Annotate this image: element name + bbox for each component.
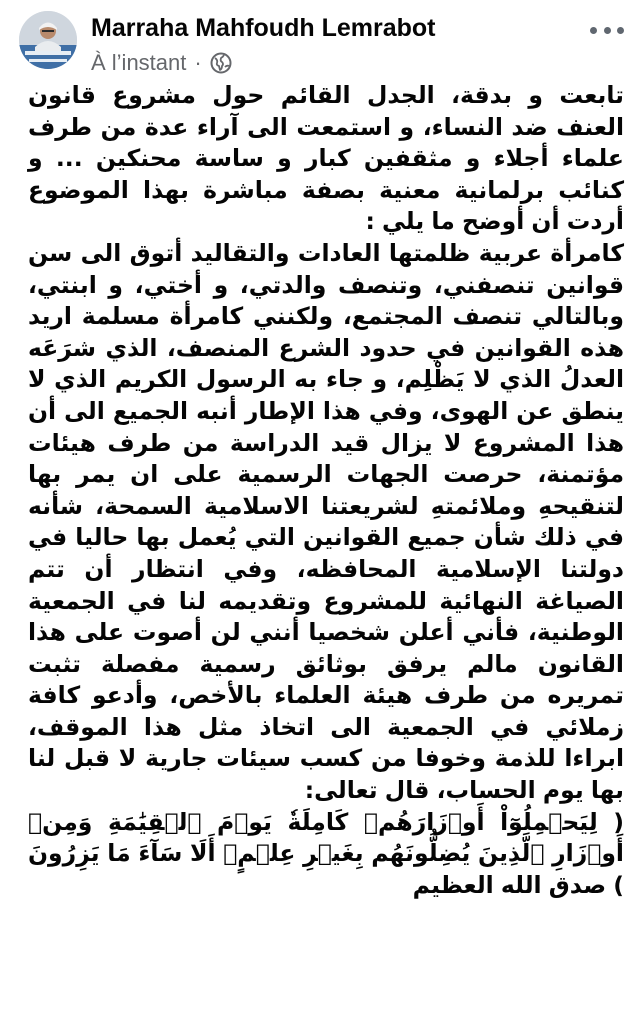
- profile-photo: [19, 11, 77, 69]
- post-timestamp[interactable]: À l’instant: [91, 50, 187, 75]
- more-options-button[interactable]: [590, 20, 624, 40]
- post-meta: [91, 49, 232, 77]
- globe-icon[interactable]: [210, 52, 232, 74]
- more-dot: [604, 27, 611, 34]
- post-paragraph-verse: ( لِيَحۡمِلُوٓاْ أَوۡزَارَهُمۡ كَامِلَةٗ يَوۡمَ ٱلۡقِيَٰمَةِ وَمِنۡ أَوۡزَارِ ٱلَّذِينَ يُضِلُّونَهُم بِغَيۡرِ عِلۡمٍۗ أَلَا سَآءَ مَا يَزِرُونَ ) صدق الله العظيم: [28, 807, 624, 899]
- author-name[interactable]: Marraha Mahfoudh Lemrabot: [91, 14, 436, 42]
- post-paragraph-main: كامرأة عربية ظلمتها العادات والتقاليد أتوق الى سن قوانين تنصفني، وتنصف والدتي، و أختي، و ابنتي، وبالتالي تنصف المجتمع، ولكنني كامرأة مسلمة اريد هذه القوانين في حدود الشرع المنصف، الذي شرَعَه العدلُ الذي لا يَظْلِم، و جاء به الرسول الكريم الذي لا ينطق عن الهوى، وفي هذا الإطار أنبه الجميع الى أن هذا المشروع لا يزال قيد الدراسة من طرف هيئات مؤتمنة، حرصت الجهات الرسمية على ان يمر بها لتنقيحهِ وملائمتهِ لشريعتنا الاسلامية السمحة، شأنه في ذلك شأن جميع القوانين التي يُعمل بها حاليا في دولتنا الإسلامية المحافظه، وفي انتظار أن تتم الصياغة النهائية للمشروع وتقديمه لنا في الجمعية الوطنية، فأني أعلن شخصيا أنني لن أصوت على هذا القانون مالم يرفق بوثائق رسمية مفصلة تثبت تمريره من طرف هيئة العلماء بالأخص، وأدعو كافة زملائي في الجمعية الى اتخاذ مثل هذا الموقف، ابراءا للذمة وخوفا من كسب سيئات جارية لا قبل لنا بها يوم الحساب، قال تعالى:: [28, 238, 624, 805]
- more-horizontal-icon: [590, 27, 597, 34]
- more-dot: [617, 27, 624, 34]
- post-text: [28, 80, 624, 901]
- author-avatar[interactable]: [19, 11, 77, 69]
- post-header: [0, 0, 639, 86]
- post-paragraph-intro: تابعت و بدقة، الجدل القائم حول مشروع قانون العنف ضد النساء، و استمعت الى آراء عدة من طرف علماء أجلاء و مثقفين كبار و ساسة محنكين ... و كنائب برلمانية معنية بصفة مباشرة بهذا الموضوع أردت أن أوضح ما يلي :: [28, 81, 624, 236]
- meta-separator: ·: [194, 50, 202, 75]
